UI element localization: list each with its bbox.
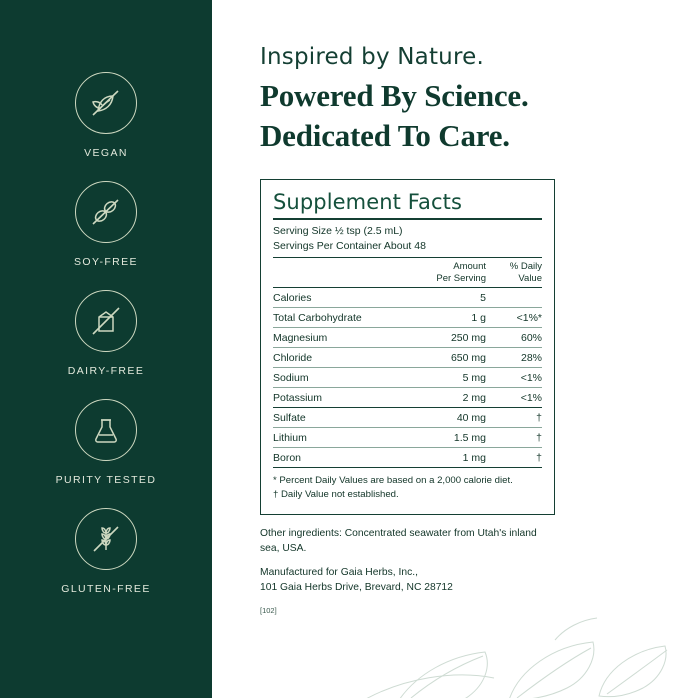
nutrient-dv: † (486, 408, 542, 428)
supplement-facts-panel (260, 179, 555, 515)
badge-label: PURITY TESTED (55, 474, 157, 486)
soybean-no-symbol-icon (75, 181, 137, 243)
nutrient-amount: 2 mg (400, 388, 486, 408)
nutrition-table (273, 288, 542, 467)
nutrient-amount: 5 (400, 288, 486, 308)
nutrient-dv: <1%* (486, 308, 542, 328)
certification-badge-panel (0, 0, 212, 698)
badge-purity-tested (0, 399, 212, 486)
divider (273, 467, 542, 468)
table-row (273, 348, 542, 368)
other-information (260, 527, 555, 616)
table-row (273, 368, 542, 388)
badge-label: DAIRY-FREE (67, 365, 145, 377)
label-code: [102] (260, 605, 277, 615)
page-title (260, 76, 651, 155)
badge-soy-free (0, 181, 212, 268)
badge-dairy-free (0, 290, 212, 377)
nutrient-name: Sulfate (273, 408, 400, 428)
nutrient-amount: 1 g (400, 308, 486, 328)
footnote-dagger: † Daily Value not established. (273, 489, 399, 501)
table-column-headers (273, 258, 542, 288)
column-header-amount-line2: Per Serving (436, 272, 486, 284)
table-row (273, 288, 542, 308)
manufacturer-info (260, 566, 555, 595)
nutrient-name: Sodium (273, 368, 400, 388)
table-row (273, 408, 542, 428)
milk-carton-no-symbol-icon (75, 290, 137, 352)
nutrient-amount: 1.5 mg (400, 428, 486, 448)
headline-line-2: Dedicated To Care. (260, 117, 510, 153)
manufacturer-line-2: 101 Gaia Herbs Drive, Brevard, NC 28712 (260, 582, 453, 594)
badge-label: GLUTEN-FREE (61, 583, 151, 595)
nutrient-amount: 5 mg (400, 368, 486, 388)
nutrient-name: Total Carbohydrate (273, 308, 400, 328)
other-ingredients: Other ingredients: Concentrated seawater from Utah's inland sea, USA. (260, 528, 537, 554)
table-row (273, 448, 542, 468)
serving-size: Serving Size ½ tsp (2.5 mL) (273, 225, 403, 238)
nutrient-name: Potassium (273, 388, 400, 408)
column-header-dv (486, 261, 542, 285)
nutrient-dv: <1% (486, 368, 542, 388)
badge-label: SOY-FREE (74, 256, 138, 268)
headline-line-1: Powered By Science. (260, 78, 529, 113)
supplement-facts-title: Supplement Facts (273, 190, 462, 215)
column-header-dv-line2: Value (518, 272, 542, 284)
serving-info (273, 224, 542, 252)
nutrient-dv: <1% (486, 388, 542, 408)
nutrient-amount: 250 mg (400, 328, 486, 348)
nutrient-amount: 650 mg (400, 348, 486, 368)
table-row (273, 428, 542, 448)
table-row (273, 388, 542, 408)
nutrient-name: Magnesium (273, 328, 400, 348)
nutrient-name: Boron (273, 451, 302, 464)
footnote-percent-dv: * Percent Daily Values are based on a 2,000 calorie diet. (273, 475, 513, 487)
badge-gluten-free (0, 508, 212, 595)
badge-vegan (0, 72, 212, 159)
column-header-dv-line1: % Daily (509, 260, 542, 272)
divider (273, 218, 542, 220)
manufacturer-line-1: Manufactured for Gaia Herbs, Inc., (260, 567, 418, 579)
nutrient-name: Lithium (273, 428, 400, 448)
nutrient-dv: † (536, 451, 542, 464)
nutrient-dv: † (486, 428, 542, 448)
column-header-amount (400, 261, 486, 285)
nutrient-dv (486, 288, 542, 308)
table-footnotes (273, 474, 542, 502)
nutrient-amount: 1 mg (462, 451, 486, 464)
table-row (273, 328, 542, 348)
headline-script: Inspired by Nature. (260, 44, 484, 70)
label-content (212, 0, 679, 698)
nutrient-dv: 60% (486, 328, 542, 348)
nutrient-dv: 28% (486, 348, 542, 368)
nutrient-name: Calories (273, 288, 400, 308)
table-row (273, 308, 542, 328)
leaf-no-symbol-icon (75, 72, 137, 134)
nutrient-name: Chloride (273, 348, 400, 368)
flask-icon (75, 399, 137, 461)
wheat-no-symbol-icon (75, 508, 137, 570)
badge-label: VEGAN (84, 147, 128, 159)
column-header-amount-line1: Amount (453, 260, 486, 272)
decorative-leaf-illustration (359, 604, 679, 698)
nutrient-amount: 40 mg (400, 408, 486, 428)
servings-per-container: Servings Per Container About 48 (273, 239, 426, 252)
